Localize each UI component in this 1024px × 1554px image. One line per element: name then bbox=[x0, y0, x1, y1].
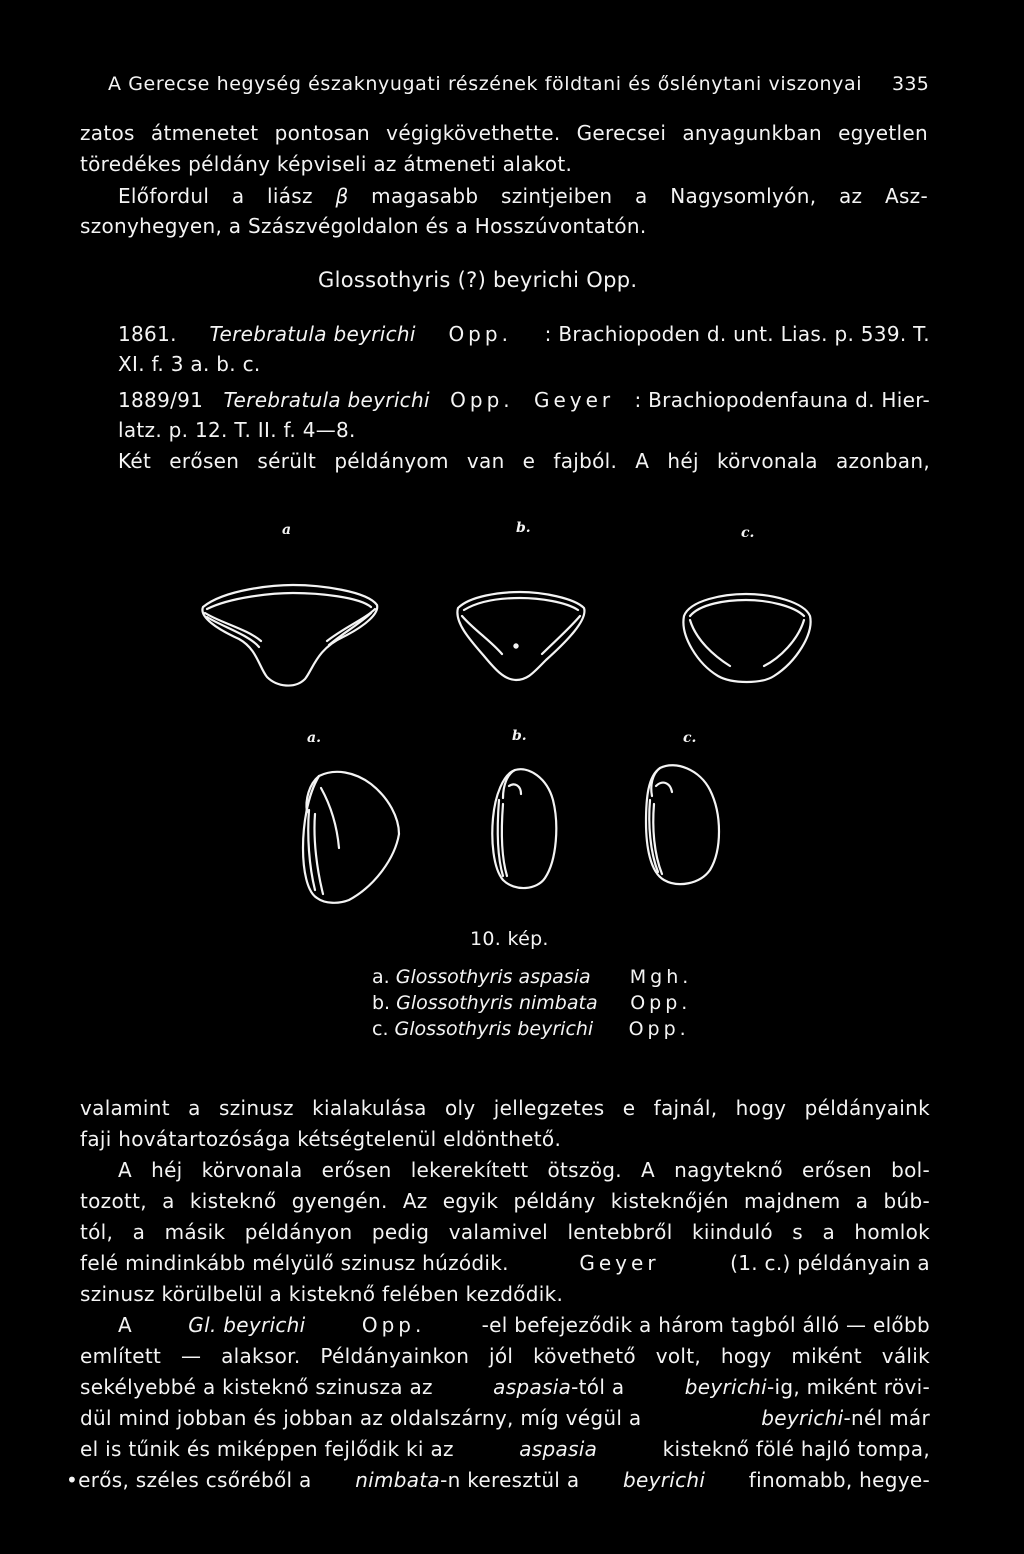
body-text: el is tűnik és miképpen fejlődik ki az bbox=[80, 1437, 454, 1461]
body2-line-3: A héj körvonala erősen lekerekített ötszög. A nagyteknő erősen bol- bbox=[118, 1158, 930, 1182]
fig-b-front-view bbox=[450, 588, 590, 688]
legend-species: Glossothyris aspasia bbox=[395, 966, 591, 988]
intro-line-2: töredékes példány képviseli az átmeneti alakot. bbox=[80, 152, 573, 176]
intro-text: Előfordul a liász bbox=[118, 184, 336, 208]
figure-caption: 10. kép. bbox=[470, 928, 549, 950]
intro-line-1: zatos átmenetet pontosan végigkövethette. Gerecsei anyagunkban egyetlen bbox=[80, 121, 928, 145]
running-title: A Gerecse hegység északnyugati részének földtani és őslénytani viszonyai bbox=[108, 73, 863, 95]
fig-bottom-label-a: a. bbox=[307, 730, 321, 746]
legend-letter: c. bbox=[372, 1018, 389, 1040]
synonymy-1-cont: XI. f. 3 a. b. c. bbox=[118, 352, 261, 376]
body-text: finomabb, hegye- bbox=[748, 1468, 930, 1492]
fig-bottom-label-b: b. bbox=[512, 728, 527, 744]
body2-line-1: valamint a szinusz kialakulása oly jellegzetes e fajnál, hogy példányaink bbox=[80, 1096, 930, 1120]
fig-c-front-view bbox=[676, 590, 816, 690]
body-text: A bbox=[118, 1313, 132, 1337]
taxon-name: nimbata bbox=[355, 1468, 441, 1492]
taxon-name: aspasia bbox=[493, 1375, 572, 1399]
intro-text: magasabb szintjeiben a Nagysomlyón, az Asz- bbox=[348, 184, 928, 208]
intro-line-3 bbox=[118, 184, 928, 208]
syn-year: 1889/91 bbox=[118, 388, 204, 412]
body-text: kisteknő fölé hajló tompa, bbox=[662, 1437, 930, 1461]
body-text: dül mind jobban és jobban az oldalszárny, míg végül a bbox=[80, 1406, 642, 1430]
legend-row-c bbox=[372, 1018, 690, 1040]
beyrichi-group bbox=[761, 1406, 930, 1430]
fig-top-label-c: c. bbox=[741, 525, 755, 541]
syn-author: Opp. bbox=[450, 388, 514, 412]
species-title: Glossothyris (?) beyrichi Opp. bbox=[318, 268, 638, 292]
synonymy-1 bbox=[118, 322, 930, 346]
body-text: sekélyebbé a kisteknő szinusza az bbox=[80, 1375, 433, 1399]
body2-line-10 bbox=[80, 1375, 930, 1399]
body-text: (1. c.) példányain a bbox=[730, 1251, 930, 1275]
body2-line-11 bbox=[80, 1406, 930, 1430]
syn-author-geyer: Geyer bbox=[533, 388, 615, 412]
body2-line-4: tozott, a kisteknő gyengén. Az egyik példány kisteknőjén majdnem a búb- bbox=[80, 1189, 930, 1213]
syn-year: 1861. bbox=[118, 322, 177, 346]
body2-line-9: említett — alaksor. Példányainkon jól követhető volt, hogy miként válik bbox=[80, 1344, 930, 1368]
synonymy-2-cont: latz. p. 12. T. II. f. 4—8. bbox=[118, 418, 356, 442]
body-text: •erős, széles csőréből a bbox=[66, 1468, 312, 1492]
synonymy-2 bbox=[118, 388, 930, 412]
body-text: -tól a bbox=[571, 1375, 625, 1399]
legend-species: Glossothyris beyrichi bbox=[394, 1018, 594, 1040]
body2-line-2: faji hovátartozósága kétségtelenül eldönthető. bbox=[80, 1127, 562, 1151]
body-text: -ig, miként rövi- bbox=[766, 1375, 930, 1399]
legend-row-b bbox=[372, 992, 691, 1014]
body2-line-5: tól, a másik példányon pedig valamivel lentebbről kiinduló s a homlok bbox=[80, 1220, 930, 1244]
fig-b-side-view bbox=[485, 764, 565, 894]
nimbata-group bbox=[355, 1468, 579, 1492]
taxon-name: beyrichi bbox=[684, 1375, 767, 1399]
body-text: -el befejeződik a három tagból álló — előbb bbox=[481, 1313, 930, 1337]
fig-bottom-label-c: c. bbox=[683, 730, 697, 746]
beta-symbol: β bbox=[335, 184, 349, 208]
taxon-name: Gl. beyrichi bbox=[188, 1313, 306, 1337]
syn-ref: : Brachiopodenfauna d. Hier- bbox=[634, 388, 930, 412]
taxon-name: aspasia bbox=[519, 1437, 598, 1461]
body-text: -nél már bbox=[843, 1406, 930, 1430]
body2-line-6 bbox=[80, 1251, 930, 1275]
syn-ref: : Brachiopoden d. unt. Lias. p. 539. T. bbox=[544, 322, 930, 346]
syn-taxon: Terebratula beyrichi bbox=[223, 388, 430, 412]
body-text: -n keresztül a bbox=[440, 1468, 580, 1492]
legend-row-a bbox=[372, 966, 692, 988]
body1-line-1: Két erősen sérült példányom van e fajból. A héj körvonala azonban, bbox=[118, 449, 930, 473]
author-geyer: Geyer bbox=[579, 1251, 660, 1275]
body2-line-8 bbox=[118, 1313, 930, 1337]
taxon-name: beyrichi bbox=[761, 1406, 844, 1430]
legend-author: Mgh. bbox=[629, 966, 693, 988]
intro-line-4: szonyhegyen, a Szászvégoldalon és a Hosszúvontatón. bbox=[80, 214, 647, 238]
taxon-name: beyrichi bbox=[622, 1468, 706, 1492]
author-opp: Opp. bbox=[361, 1313, 426, 1337]
fig-c-side-view bbox=[638, 760, 728, 890]
fig-top-label-a: a bbox=[282, 522, 292, 538]
body-text: felé mindinkább mélyülő szinusz húzódik. bbox=[80, 1251, 509, 1275]
syn-author: Opp. bbox=[448, 322, 512, 346]
legend-author: Opp. bbox=[630, 992, 692, 1014]
legend-species: Glossothyris nimbata bbox=[396, 992, 598, 1014]
body2-line-13 bbox=[66, 1468, 930, 1492]
fig-a-front-view bbox=[195, 583, 395, 693]
fig-top-label-b: b. bbox=[516, 520, 531, 536]
legend-author: Opp. bbox=[628, 1018, 690, 1040]
page-number: 335 bbox=[892, 73, 930, 95]
syn-taxon: Terebratula beyrichi bbox=[209, 322, 416, 346]
legend-letter: a. bbox=[372, 966, 390, 988]
body2-line-7: szinusz körülbelül a kisteknő felében kezdődik. bbox=[80, 1282, 564, 1306]
aspasia-group bbox=[493, 1375, 624, 1399]
fig-a-side-view bbox=[295, 766, 405, 906]
legend-letter: b. bbox=[372, 992, 391, 1014]
beyrichi-group bbox=[685, 1375, 930, 1399]
body2-line-12 bbox=[80, 1437, 930, 1461]
